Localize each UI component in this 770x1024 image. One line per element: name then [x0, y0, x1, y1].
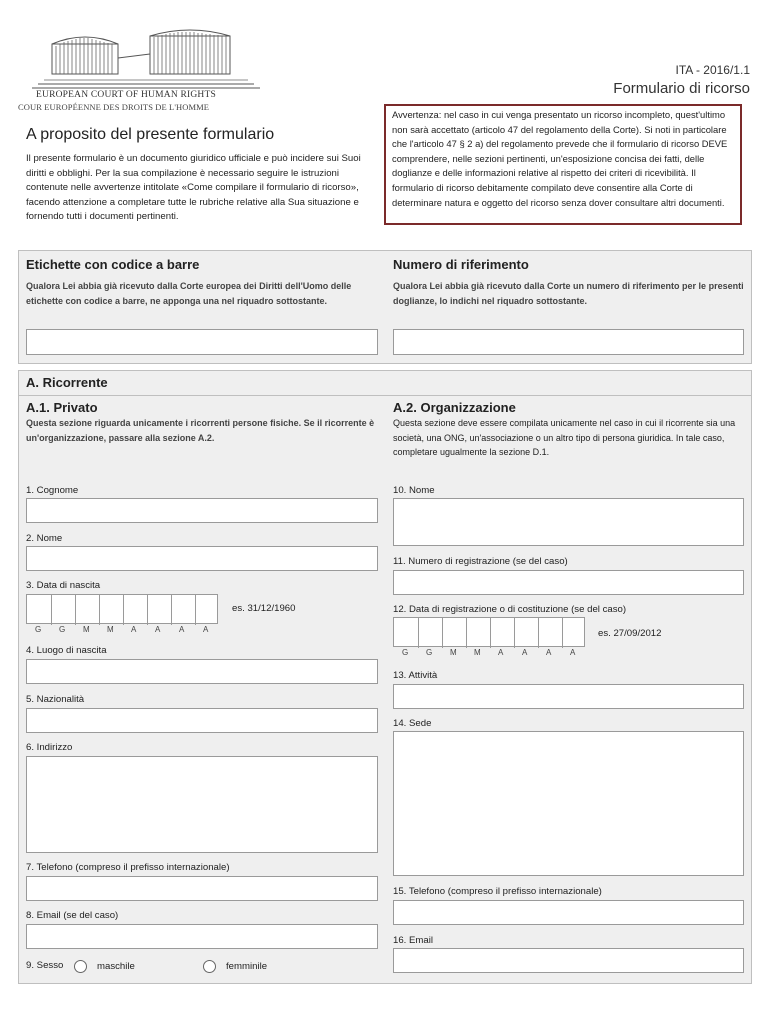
- reference-title: Numero di riferimento: [393, 257, 529, 272]
- barcode-text: Qualora Lei abbia già ricevuto dalla Corte europea dei Diritti dell'Uomo delle etichette con codice a barre, ne apponga una nel riquadro sottostante.: [26, 281, 352, 306]
- org-phone-label: 15. Telefono (compreso il prefisso internazionale): [393, 886, 602, 897]
- form-code: ITA - 2016/1.1: [675, 63, 750, 77]
- address-label: 6. Indirizzo: [26, 742, 73, 753]
- sex-male-radio[interactable]: [74, 960, 87, 973]
- birthdate-label: 3. Data di nascita: [26, 580, 101, 591]
- date-letter: G: [402, 648, 409, 657]
- reg-date-label: 12. Data di registrazione o di costituzione (se del caso): [393, 604, 627, 615]
- surname-label: 1. Cognome: [26, 485, 79, 496]
- org-title: A.2. Organizzazione: [393, 400, 516, 415]
- sex-female-label: femminile: [226, 961, 268, 972]
- reg-number-field[interactable]: [393, 570, 744, 595]
- date-letter: M: [107, 625, 114, 634]
- reg-date-field[interactable]: [393, 617, 585, 647]
- date-letter: A: [203, 625, 209, 634]
- org-phone-field[interactable]: [393, 900, 744, 925]
- about-title: A proposito del presente formulario: [26, 126, 275, 143]
- birthdate-format: [26, 625, 218, 635]
- sex-label: 9. Sesso: [26, 960, 64, 971]
- about-text: Il presente formulario è un documento giuridico ufficiale e può incidere sui Suoi diritti e obblighi. Per la sua compilazione è necessario seguire le istruzioni contenute nelle avvertenze intitolate «Come compilare il formulario di ricorso», facendo attenzione a completare tutte le rubriche relative alla Sua situazione e fornendo tutti i documenti pertinenti.: [26, 153, 361, 223]
- firstname-field[interactable]: [26, 546, 378, 571]
- reference-field[interactable]: [393, 329, 744, 355]
- date-letter: M: [83, 625, 90, 634]
- reference-text: Qualora Lei abbia già ricevuto dalla Corte un numero di riferimento per le presenti doglianze, lo indichi nel riquadro sottostante.: [393, 281, 744, 306]
- date-letter: A: [131, 625, 137, 634]
- birthdate-field[interactable]: [26, 594, 218, 624]
- reg-number-label: 11. Numero di registrazione (se del caso): [393, 556, 568, 567]
- form-title: Formulario di ricorso: [613, 80, 750, 97]
- date-letter: A: [522, 648, 528, 657]
- activity-field[interactable]: [393, 684, 744, 709]
- sex-male-label: maschile: [97, 961, 135, 972]
- birthplace-field[interactable]: [26, 659, 378, 684]
- activity-label: 13. Attività: [393, 670, 438, 681]
- phone-field[interactable]: [26, 876, 378, 901]
- firstname-label: 2. Nome: [26, 533, 63, 544]
- nationality-label: 5. Nazionalità: [26, 694, 85, 705]
- phone-label: 7. Telefono (compreso il prefisso internazionale): [26, 862, 230, 873]
- date-letter: A: [570, 648, 576, 657]
- section-a-title: A. Ricorrente: [26, 375, 108, 390]
- private-text: Questa sezione riguarda unicamente i ricorrenti persone fisiche. Se il ricorrente è un'organizzazione, passare alla sezione A.2.: [26, 418, 375, 443]
- date-letter: A: [155, 625, 161, 634]
- date-letter: A: [179, 625, 185, 634]
- barcode-field[interactable]: [26, 329, 378, 355]
- email-field[interactable]: [26, 924, 378, 949]
- date-letter: A: [546, 648, 552, 657]
- seat-field[interactable]: [393, 731, 744, 876]
- court-name-en: EUROPEAN COURT OF HUMAN RIGHTS: [36, 90, 216, 100]
- address-field[interactable]: [26, 756, 378, 853]
- email-label: 8. Email (se del caso): [26, 910, 119, 921]
- private-title: A.1. Privato: [26, 400, 98, 415]
- reg-date-format: [393, 648, 585, 658]
- seat-label: 14. Sede: [393, 718, 432, 729]
- org-email-field[interactable]: [393, 948, 744, 973]
- sex-female-radio[interactable]: [203, 960, 216, 973]
- date-letter: G: [35, 625, 42, 634]
- org-email-label: 16. Email: [393, 935, 433, 946]
- reg-date-example: es. 27/09/2012: [598, 628, 662, 639]
- surname-field[interactable]: [26, 498, 378, 523]
- date-letter: M: [450, 648, 457, 657]
- barcode-title: Etichette con codice a barre: [26, 257, 200, 272]
- section-a-header: [18, 370, 752, 396]
- org-name-field[interactable]: [393, 498, 744, 546]
- birthplace-label: 4. Luogo di nascita: [26, 645, 107, 656]
- birthdate-example: es. 31/12/1960: [232, 603, 296, 614]
- date-letter: M: [474, 648, 481, 657]
- date-letter: G: [59, 625, 66, 634]
- org-text: Questa sezione deve essere compilata unicamente nel caso in cui il ricorrente sia una società, una ONG, un'associazione o un altro tipo di persona giuridica. In tale caso, completare ugualmente la sezione D.1.: [393, 418, 736, 457]
- org-name-label: 10. Nome: [393, 485, 435, 496]
- nationality-field[interactable]: [26, 708, 378, 733]
- warning-box: Avvertenza: nel caso in cui venga presentato un ricorso incompleto, quest'ultimo non sarà accettato (articolo 47 del regolamento della Corte). Si noti in particolare che l'articolo 47 § 2 a) del regolamento prevede che il formulario di ricorso DEVE comprendere, nelle sezioni pertinenti, un'esposizione concisa dei fatti, delle doglianze e delle informazioni relative al rispetto dei criteri di ricevibilità. Il formulario di ricorso debitamente compilato deve consentire alla Corte di determinare natura e oggetto del ricorso senza dover consultare altri documenti.: [384, 104, 742, 225]
- date-letter: G: [426, 648, 433, 657]
- date-letter: A: [498, 648, 504, 657]
- court-name-fr: COUR EUROPÉENNE DES DROITS DE L'HOMME: [18, 102, 210, 112]
